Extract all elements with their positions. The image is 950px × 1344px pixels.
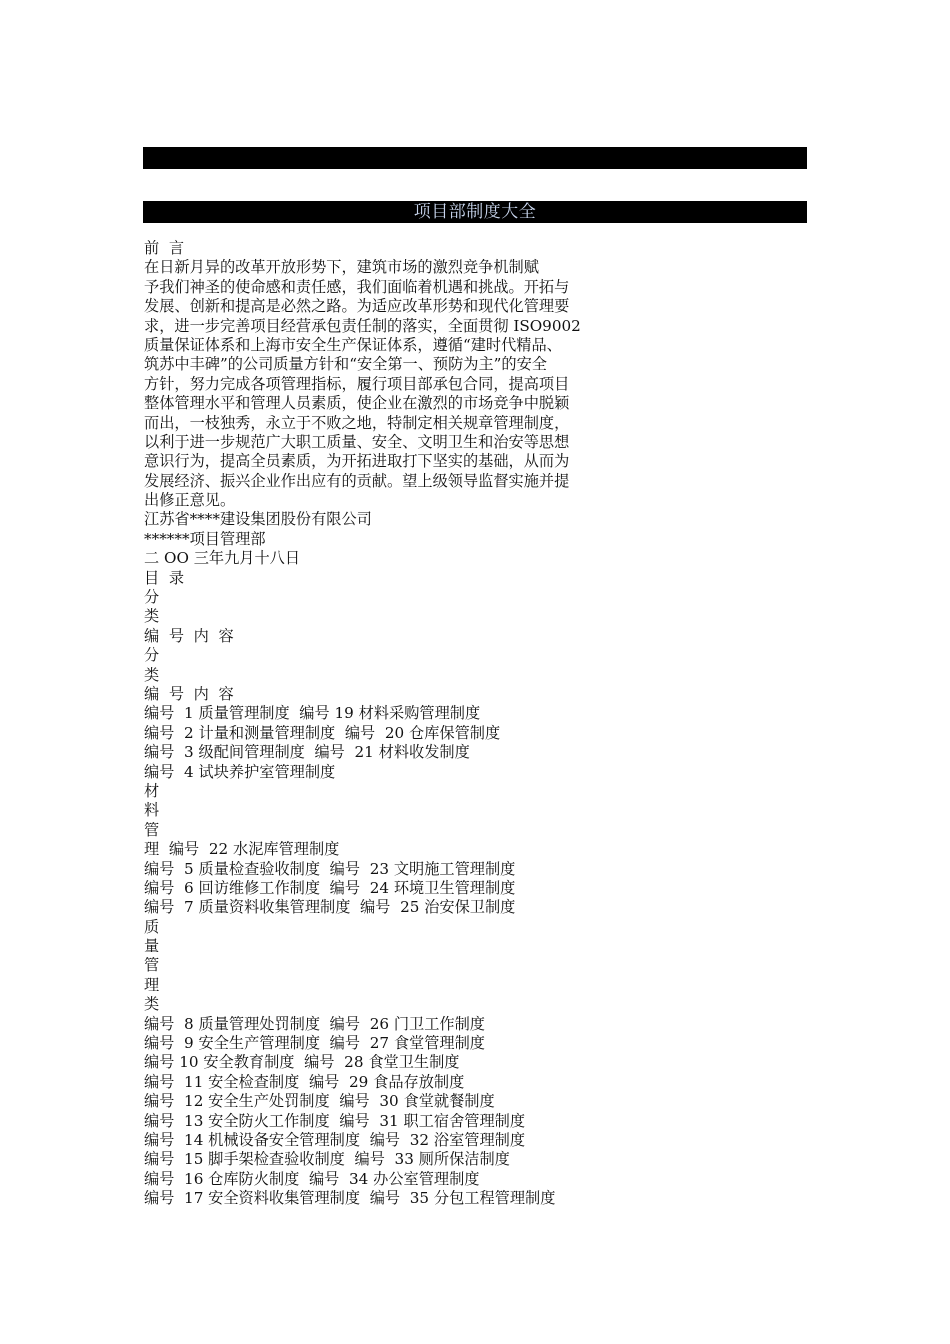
toc-line: 类 [144,665,160,684]
toc-line: 类 [144,607,160,626]
toc-line: 管 [144,820,160,839]
preface-line: 以利于进一步规范广大职工质量、安全、文明卫生和治安等思想 [144,432,570,451]
preface-line: 发展经济、振兴企业作出应有的贡献。望上级领导监督实施并提 [144,471,570,490]
toc-line: 量 [144,937,160,956]
toc-line: 类 [144,995,160,1014]
preface-line: 意识行为，提高全员素质，为开拓进取打下坚实的基础，从而为 [144,452,570,471]
preface-line: 出修正意见。 [144,491,236,510]
toc-line: 编号 8 质量管理处罚制度 编号 26 门卫工作制度 [144,1014,485,1033]
document-date: 二 OO 三年九月十八日 [144,549,301,568]
document-title: 项目部制度大全 [413,202,537,222]
toc-line: 编号 10 安全教育制度 编号 28 食堂卫生制度 [144,1053,460,1072]
toc-line: 编号 14 机械设备安全管理制度 编号 32 浴室管理制度 [144,1130,526,1149]
toc-line: 编号 4 试块养护室管理制度 [144,762,336,781]
toc-line: 质 [144,917,160,936]
toc-line: 材 [144,781,160,800]
company-name: 江苏省****建设集团股份有限公司 [144,510,372,529]
toc-line: 编号 3 级配间管理制度 编号 21 材料收发制度 [144,743,470,762]
preface-line: 整体管理水平和管理人员素质，使企业在激烈的市场竞争中脱颖 [144,394,570,413]
preface-line: 在日新月异的改革开放形势下，建筑市场的激烈竞争机制赋 [144,258,539,277]
toc-line: 编号 11 安全检查制度 编号 29 食品存放制度 [144,1072,465,1091]
preface-line: 而出，一枝独秀，永立于不败之地，特制定相关规章管理制度， [144,413,570,432]
preface-line: 筑苏中丰碑”的公司质量方针和“安全第一、预防为主”的安全 [144,355,547,374]
toc-line: 编号 12 安全生产处罚制度 编号 30 食堂就餐制度 [144,1092,495,1111]
department-name: ******项目管理部 [144,529,266,548]
preface-line: 发展、创新和提高是必然之路。为适应改革形势和现代化管理要 [144,297,570,316]
toc-line: 编号 6 回访维修工作制度 编号 24 环境卫生管理制度 [144,878,516,897]
document-body [144,239,624,1209]
preface-line: 质量保证体系和上海市安全生产保证体系，遵循“建时代精品、 [144,335,562,354]
toc-line: 管 [144,956,160,975]
title-banner [143,201,807,223]
toc-line: 理 编号 22 水泥库管理制度 [144,840,340,859]
toc-line: 编 号 内 容 [144,626,234,645]
toc-line: 编号 13 安全防火工作制度 编号 31 职工宿舍管理制度 [144,1111,526,1130]
toc-line: 编号 16 仓库防火制度 编号 34 办公室管理制度 [144,1169,480,1188]
preface-line: 求，进一步完善项目经营承包责任制的落实，全面贯彻 ISO9002 [144,316,581,335]
preface-heading: 前 言 [144,239,185,257]
toc-line: 编号 5 质量检查验收制度 编号 23 文明施工管理制度 [144,859,516,878]
toc-line: 分 [144,588,160,607]
toc-line: 理 [144,975,160,994]
toc-line: 分 [144,646,160,665]
toc-line: 编号 7 质量资料收集管理制度 编号 25 治安保卫制度 [144,898,516,917]
toc-line: 编 号 内 容 [144,684,234,703]
preface-line: 方针，努力完成各项管理指标，履行项目部承包合同，提高项目 [144,374,570,393]
header-black-bar [143,147,807,169]
toc-line: 料 [144,801,160,820]
preface-line: 予我们神圣的使命感和责任感，我们面临着机遇和挑战。开拓与 [144,277,570,296]
toc-heading: 目 录 [144,568,185,587]
toc-line: 编号 1 质量管理制度 编号 19 材料采购管理制度 [144,704,481,723]
toc-line: 编号 15 脚手架检查验收制度 编号 33 厕所保洁制度 [144,1150,510,1169]
toc-line: 编号 17 安全资料收集管理制度 编号 35 分包工程管理制度 [144,1189,556,1208]
toc-line: 编号 2 计量和测量管理制度 编号 20 仓库保管制度 [144,723,501,742]
toc-line: 编号 9 安全生产管理制度 编号 27 食堂管理制度 [144,1034,485,1053]
